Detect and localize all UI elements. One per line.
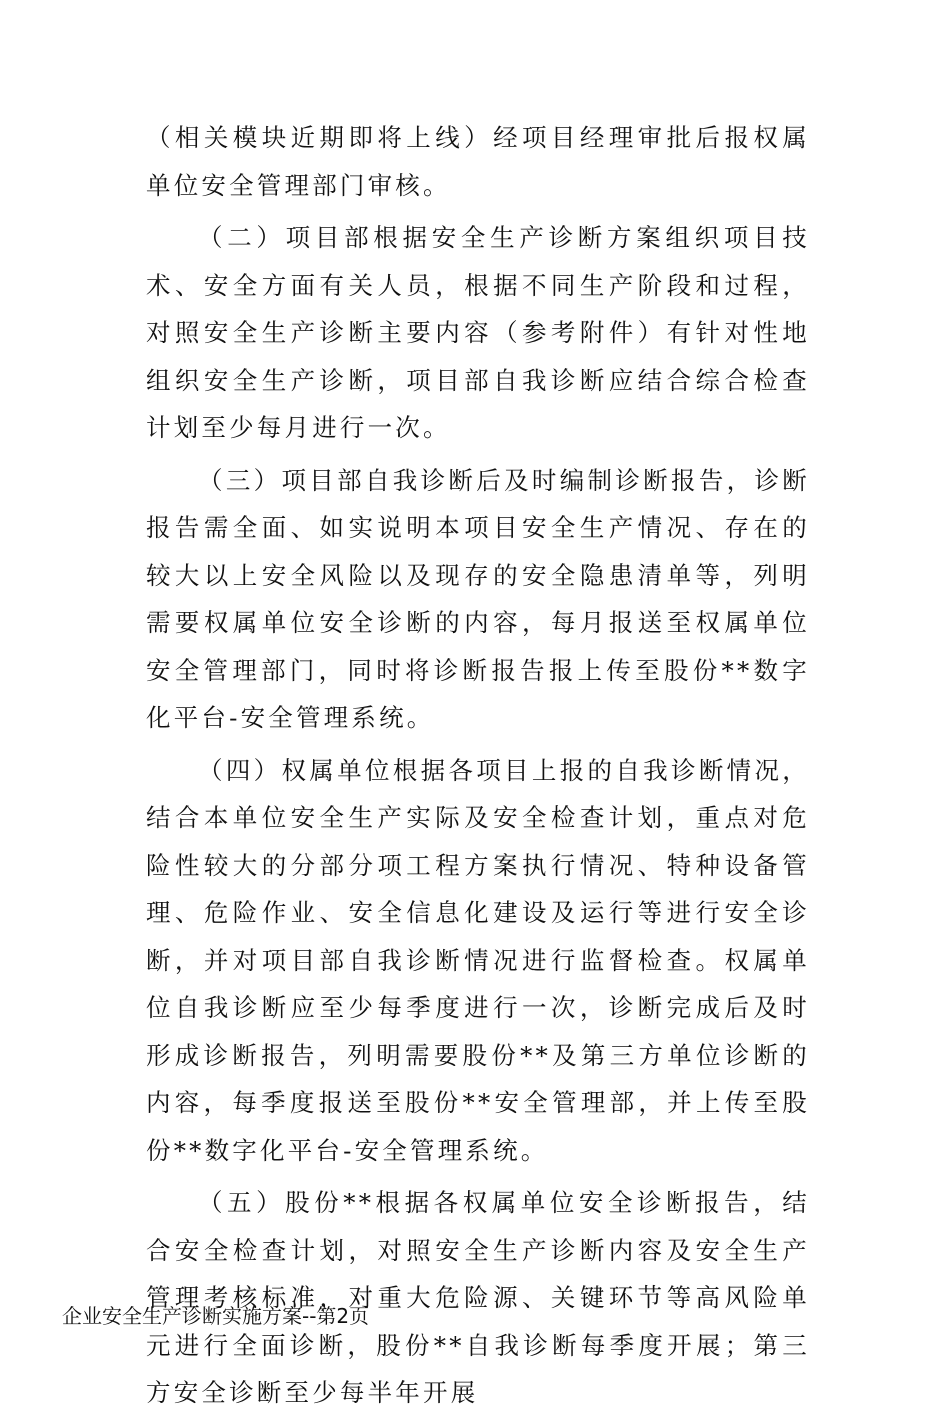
paragraph-item-3: （三）项目部自我诊断后及时编制诊断报告，诊断报告需全面、如实说明本项目安全生产情况、存在的较大以上安全风险以及现存的安全隐患清单等，列明需要权属单位安全诊断的内容，每月报送至权属单位安全管理部门，同时将诊断报告报上传至股份**数字化平台-安全管理系统。 (146, 465, 810, 732)
paragraph-item-2: （二）项目部根据安全生产诊断方案组织项目技术、安全方面有关人员，根据不同生产阶段和过程，对照安全生产诊断主要内容（参考附件）有针对性地组织安全生产诊断，项目部自我诊断应结合综合检查计划至少每月进行一次。 (146, 223, 810, 442)
document-body (146, 114, 810, 1422)
paragraph-item-4: （四）权属单位根据各项目上报的自我诊断情况，结合本单位安全生产实际及安全检查计划，重点对危险性较大的分部分项工程方案执行情况、特种设备管理、危险作业、安全信息化建设及运行等进行安全诊断，并对项目部自我诊断情况进行监督检查。权属单位自我诊断应至少每季度进行一次，诊断完成后及时形成诊断报告，列明需要股份**及第三方单位诊断的内容，每季度报送至股份**安全管理部，并上传至股份**数字化平台-安全管理系统。 (146, 755, 810, 1165)
page-footer: 企业安全生产诊断实施方案--第2页 (62, 1304, 370, 1328)
paragraph-item-5: （五）股份**根据各权属单位安全诊断报告，结合安全检查计划，对照安全生产诊断内容及安全生产管理考核标准，对重大危险源、关键环节等高风险单元进行全面诊断，股份**自我诊断每季度开展；第三方安全诊断至少每半年开展 (146, 1188, 810, 1407)
paragraph-continuation: （相关模块近期即将上线）经项目经理审批后报权属单位安全管理部门审核。 (146, 123, 810, 200)
